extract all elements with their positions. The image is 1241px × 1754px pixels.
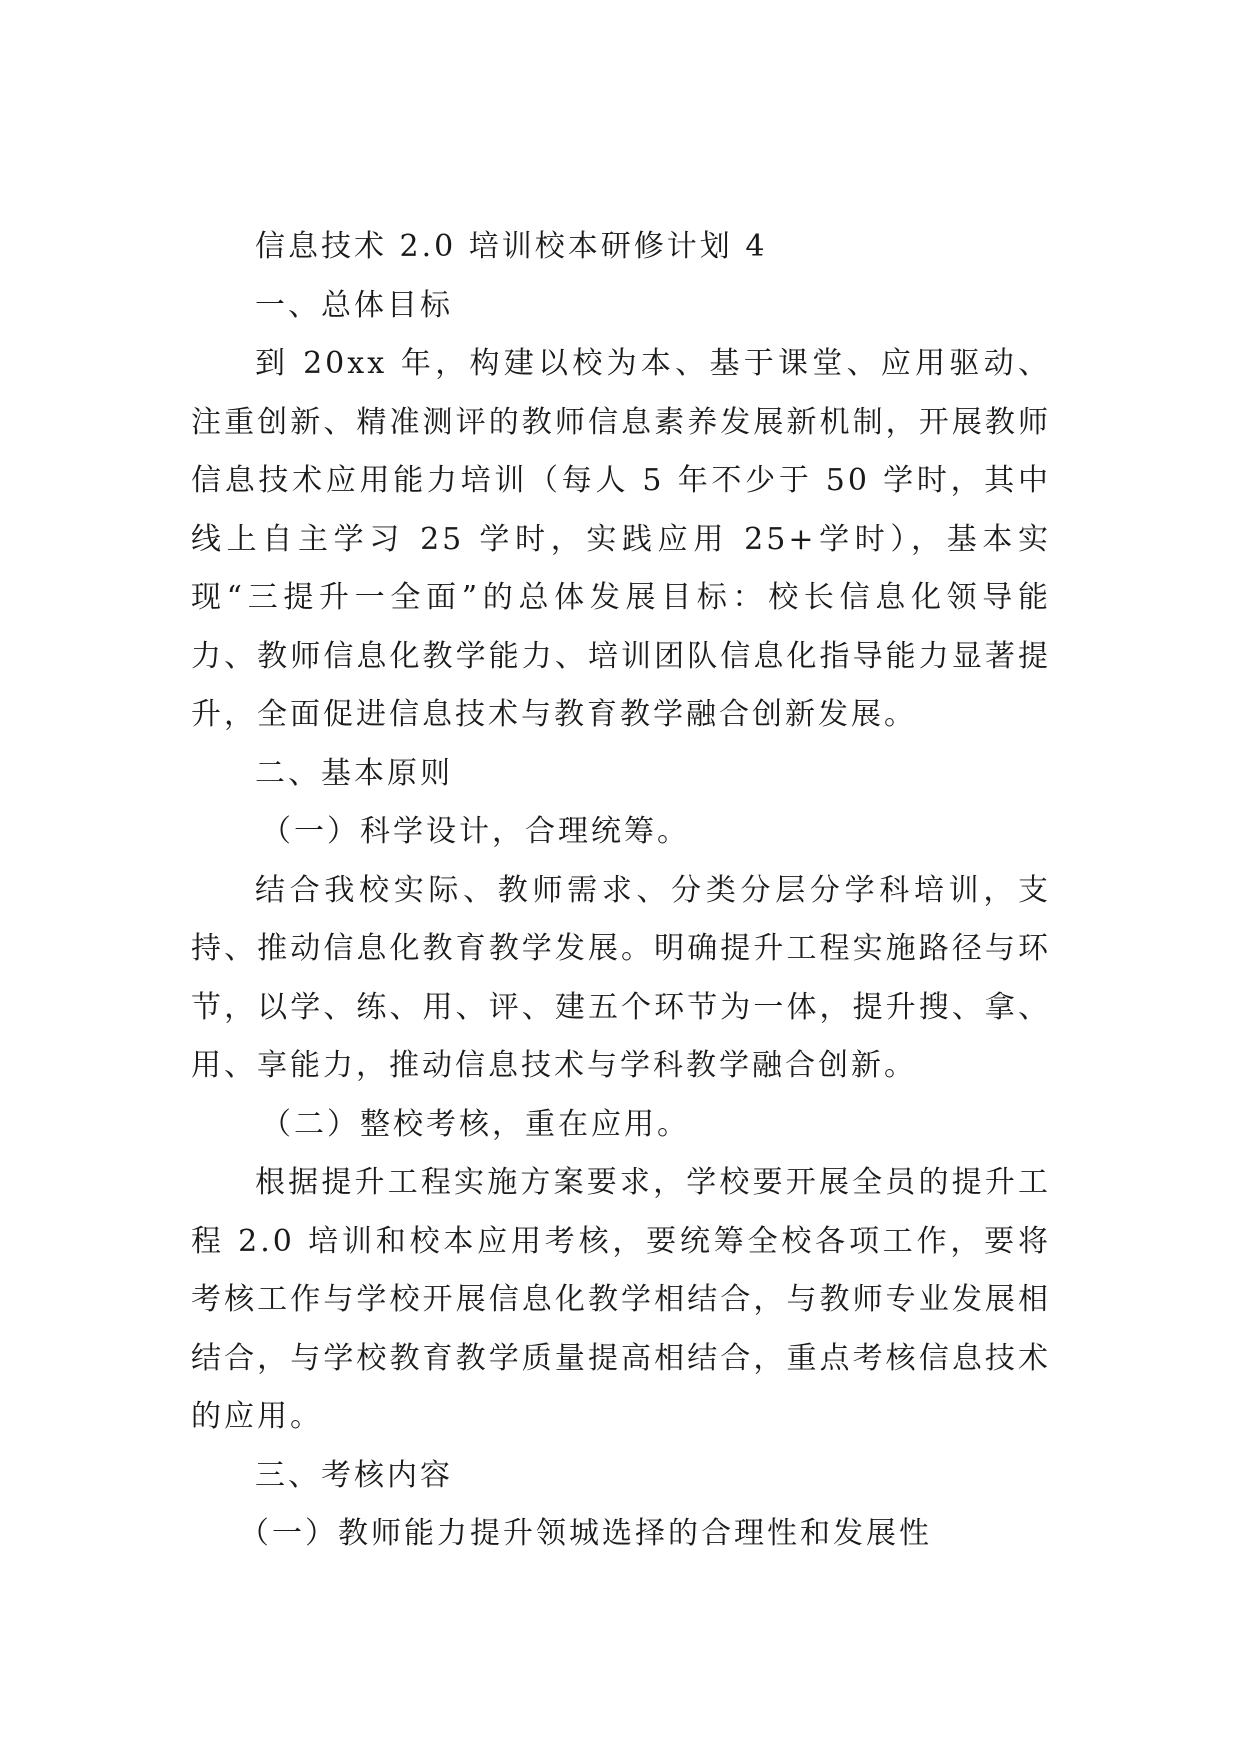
- section-1-heading: 一、总体目标: [255, 287, 453, 323]
- section-3-sub-1-heading: （一）教师能力提升领城选择的合理性和发展性: [239, 1516, 932, 1551]
- section-2-sub-1-heading: （一）科学设计，合理统筹。: [261, 814, 690, 849]
- section-1-body: 到 20xx 年，构建以校为本、基于课堂、应用驱动、注重创新、精准测评的教师信息素养发展新机制，开展教师信息技术应用能力培训（每人 5 年不少于 50 学时，其中线上自主学习 25 学时，实践应用 25+学时），基本实现“三提升一全面”的总体发展目标：校长信息化领导能力、教师信息化教学能力、培训团队信息化指导能力显著提升，全面促进信息技术与教育教学融合创新发展。: [191, 346, 1051, 732]
- section-2-sub-1-body: 结合我校实际、教师需求、分类分层分学科培训，支持、推动信息化教育教学发展。明确提升工程实施路径与环节，以学、练、用、评、建五个环节为一体，提升搜、拿、用、享能力，推动信息技术与学科教学融合创新。: [191, 872, 1051, 1083]
- section-2-sub-2-body: 根据提升工程实施方案要求，学校要开展全员的提升工程 2.0 培训和校本应用考核，要统筹全校各项工作，要将考核工作与学校开展信息化教学相结合，与教师专业发展相结合，与学校教育教学质量提高相结合，重点考核信息技术的应用。: [191, 1165, 1051, 1434]
- document-content: [191, 218, 1051, 1564]
- section-2-sub-2-heading: （二）整校考核，重在应用。: [261, 1106, 690, 1142]
- section-3-heading: 三、考核内容: [255, 1457, 453, 1493]
- document-title: 信息技术 2.0 培训校本研修计划 4: [255, 229, 768, 264]
- section-2-heading: 二、基本原则: [255, 755, 453, 791]
